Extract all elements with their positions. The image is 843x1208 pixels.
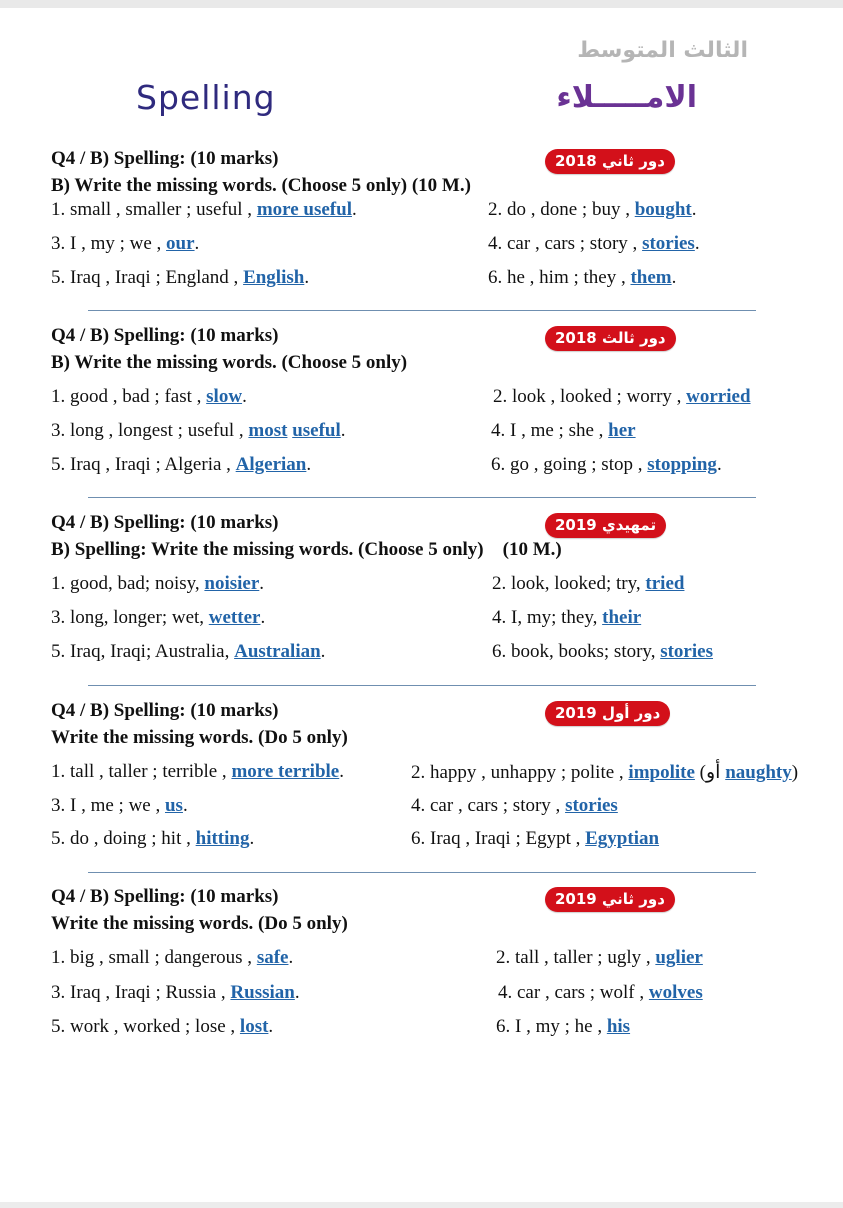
- answer-word: noisier: [204, 573, 260, 594]
- answer-word: most: [248, 420, 288, 441]
- answer-word: Algerian: [235, 454, 307, 475]
- answer-word: more useful: [256, 199, 352, 220]
- answer-word: her: [608, 420, 636, 441]
- section-instruction: B) Write the missing words. (Choose 5 only) (10 M.): [51, 175, 471, 196]
- answer-word: wolves: [648, 982, 703, 1003]
- section-instruction: Write the missing words. (Do 5 only): [51, 727, 348, 748]
- question-item: 4. I, my; they, their: [492, 607, 642, 628]
- question-item: 5. Iraq , Iraqi ; Algeria , Algerian.: [51, 454, 312, 475]
- question-item: 2. tall , taller ; ugly , uglier: [496, 947, 703, 968]
- top-border: [0, 0, 843, 8]
- question-item: 3. I , my ; we , our.: [51, 233, 200, 254]
- answer-word: Australian: [234, 641, 321, 662]
- question-item: 1. small , smaller ; useful , more useful.: [51, 199, 357, 220]
- answer-word: wetter: [208, 607, 261, 628]
- answer-word: stopping: [647, 454, 717, 475]
- answer-word: slow: [206, 386, 243, 407]
- answer-word: his: [606, 1016, 631, 1037]
- answer-word: Russian: [230, 982, 295, 1003]
- exam-session-badge: تمهيدي 2019: [545, 513, 666, 538]
- answer-word: them: [630, 267, 672, 288]
- section-heading: Q4 / B) Spelling: (10 marks): [51, 148, 279, 169]
- section-heading: Q4 / B) Spelling: (10 marks): [51, 512, 279, 533]
- question-item: 3. I , me ; we , us.: [51, 795, 188, 816]
- answer-word: safe: [256, 947, 289, 968]
- bottom-border: [0, 1202, 843, 1208]
- question-item: 3. Iraq , Iraqi ; Russia , Russian.: [51, 982, 300, 1003]
- answer-word: Egyptian: [585, 828, 660, 849]
- question-item: 6. I , my ; he , his: [496, 1016, 631, 1037]
- question-item: 4. car , cars ; story , stories.: [488, 233, 700, 254]
- exam-session-badge: دور ثاني 2018: [545, 149, 675, 174]
- answer-word: more terrible: [231, 761, 340, 782]
- question-item: 5. Iraq, Iraqi; Australia, Australian.: [51, 641, 326, 662]
- answer-word: naughty: [725, 762, 792, 783]
- answer-word: bought: [634, 199, 692, 220]
- answer-word: impolite: [628, 762, 695, 783]
- question-item: 1. good, bad; noisy, noisier.: [51, 573, 265, 594]
- question-item: 2. look, looked; try, tried: [492, 573, 685, 594]
- section-heading: Q4 / B) Spelling: (10 marks): [51, 886, 279, 907]
- question-item: 2. happy , unhappy ; polite , impolite (أو naughty): [411, 762, 799, 783]
- question-item: 2. do , done ; buy , bought.: [488, 199, 697, 220]
- question-item: 1. good , bad ; fast , slow.: [51, 386, 247, 407]
- question-item: 5. Iraq , Iraqi ; England , English.: [51, 267, 310, 288]
- grade-label: الثالث المتوسط: [577, 38, 748, 63]
- section-heading: Q4 / B) Spelling: (10 marks): [51, 325, 279, 346]
- question-item: 1. big , small ; dangerous , safe.: [51, 947, 294, 968]
- question-item: 2. look , looked ; worry , worried: [493, 386, 751, 407]
- question-item: 5. do , doing ; hit , hitting.: [51, 828, 255, 849]
- question-item: 6. go , going ; stop , stopping.: [491, 454, 722, 475]
- answer-word: their: [602, 607, 642, 628]
- answer-word: lost: [239, 1016, 269, 1037]
- answer-word: us: [164, 795, 183, 816]
- question-item: 6. book, books; story, stories: [492, 641, 713, 662]
- section-heading: Q4 / B) Spelling: (10 marks): [51, 700, 279, 721]
- question-item: 4. car , cars ; wolf , wolves: [498, 982, 703, 1003]
- answer-word: useful: [292, 420, 341, 441]
- exam-session-badge: دور ثاني 2019: [545, 887, 675, 912]
- section-divider: [88, 685, 756, 686]
- exam-session-badge: دور ثالث 2018: [545, 326, 676, 351]
- answer-word: stories: [660, 641, 713, 662]
- page-title-english: Spelling: [136, 78, 276, 117]
- question-item: 6. Iraq , Iraqi ; Egypt , Egyptian: [411, 828, 660, 849]
- question-item: 5. work , worked ; lose , lost.: [51, 1016, 274, 1037]
- section-instruction: Write the missing words. (Do 5 only): [51, 913, 348, 934]
- section-instruction: B) Write the missing words. (Choose 5 only): [51, 352, 408, 373]
- exam-session-badge: دور أول 2019: [545, 701, 670, 726]
- question-item: 3. long, longer; wet, wetter.: [51, 607, 266, 628]
- section-divider: [88, 872, 756, 873]
- page-title-arabic: الامـــــلاء: [556, 80, 697, 115]
- answer-word: tried: [645, 573, 685, 594]
- answer-word: stories: [642, 233, 695, 254]
- section-instruction: B) Spelling: Write the missing words. (Choose 5 only) (10 M.): [51, 539, 562, 560]
- section-divider: [88, 497, 756, 498]
- answer-word: uglier: [655, 947, 703, 968]
- question-item: 4. car , cars ; story , stories: [411, 795, 618, 816]
- question-item: 3. long , longest ; useful , most useful.: [51, 420, 346, 441]
- answer-word: English: [243, 267, 305, 288]
- section-divider: [88, 310, 756, 311]
- answer-word: stories: [565, 795, 618, 816]
- answer-word: hitting: [195, 828, 250, 849]
- answer-word: our: [166, 233, 195, 254]
- answer-word: worried: [686, 386, 751, 407]
- question-item: 4. I , me ; she , her: [491, 420, 636, 441]
- question-item: 6. he , him ; they , them.: [488, 267, 677, 288]
- question-item: 1. tall , taller ; terrible , more terrible.: [51, 761, 344, 782]
